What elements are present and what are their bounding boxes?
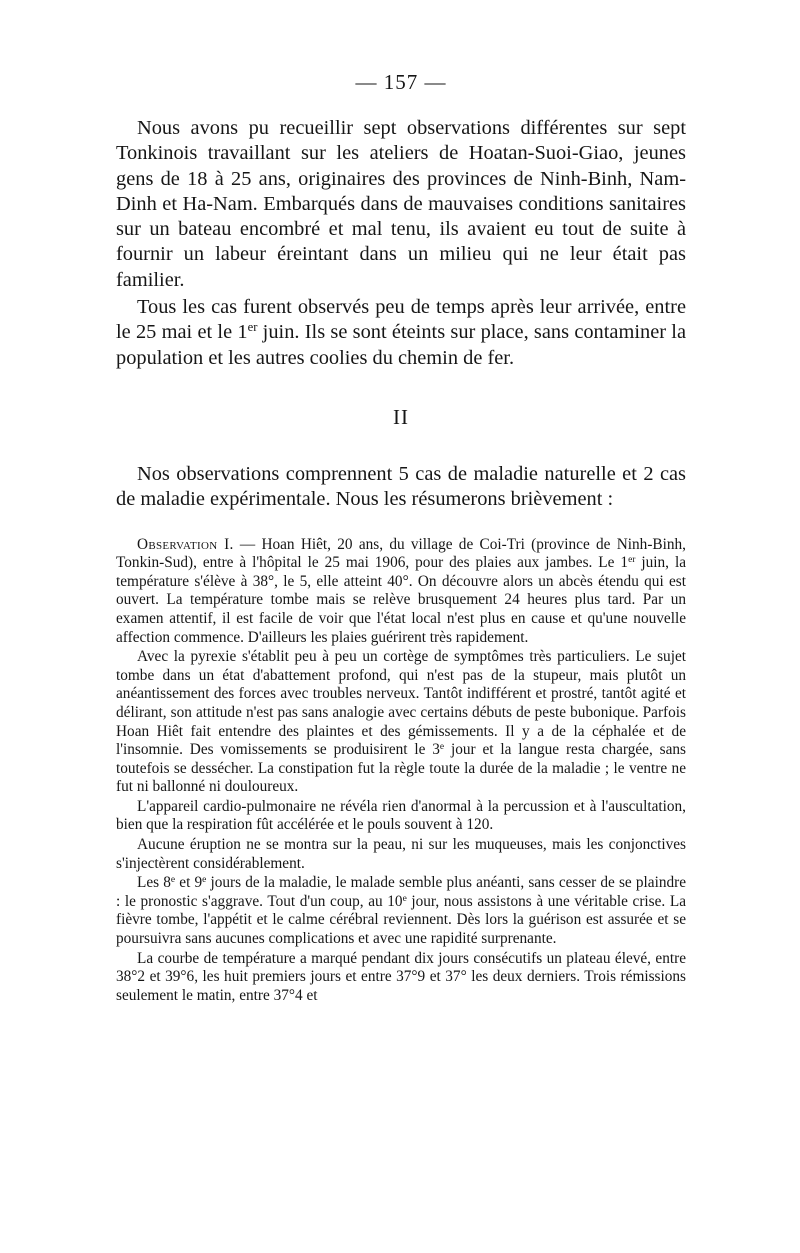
page-number: — 157 — <box>355 70 447 94</box>
observation-paragraph-2 <box>116 648 686 797</box>
observation-p1-text-b: juin, la température s'élève à 38°, le 5, elle atteint 40°. On découvre alors un abcès étendu qui est ouvert. La température tombe mais se relève brusquement 24 heures plus tard. Par un examen attentif, il est facile de voir que l'état local n'est plus en cause et qu'une nouvelle affection commence. D'ailleurs les plaies guérirent très rapidement. <box>116 554 687 646</box>
document-page <box>116 70 686 1005</box>
section-intro-paragraph: Nos observations comprennent 5 cas de maladie naturelle et 2 cas de maladie expérimentale. Nous les résumerons brièvement : <box>116 462 686 511</box>
observation-p5-superscript-1: e <box>170 875 176 886</box>
observation-paragraph-1 <box>116 536 686 648</box>
arrival-paragraph <box>116 295 686 371</box>
observation-p2-text-b: jour et la langue resta chargée, sans toutefois se dessécher. La constipation fut la règle toute la durée de la maladie ; le ventre ne fut ni ballonné ni douloureux. <box>116 741 686 796</box>
observation-label: Observation I. <box>137 535 234 553</box>
intro-paragraph: Nous avons pu recueillir sept observations différentes sur sept Tonkinois travaillant sur les ateliers de Hoatan-Suoi-Giao, jeunes gens de 18 à 25 ans, originaires des provinces de Ninh-Binh, Nam-Dinh et Ha-Nam. Embarqués dans de mauvaises conditions sanitaires sur un bateau encombré et mal tenu, ils avaient eu tout de suite à fournir un labeur éreintant dans un milieu qui ne leur était pas familier. <box>116 117 686 291</box>
arrival-text-before: Tous les cas furent observés peu de temps après leur arrivée, entre le 25 mai et le 1 <box>116 296 686 344</box>
observation-p1-superscript: er <box>628 554 636 565</box>
observation-block <box>116 536 686 1006</box>
observation-p5-text-b: et 9 <box>175 874 203 892</box>
observation-p5-superscript-2: e <box>202 875 207 886</box>
observation-p2-text-a: Avec la pyrexie s'établit peu à peu un cortège de symptômes très particuliers. Le sujet tombe dans un état d'abattement profond, qui n'est pas de la stupeur, mais plutôt un anéantissement des forces avec troubles nerveux. Tantôt indifférent et prostré, tantôt agité et délirant, son attitude n'est pas sans analogie avec certains débuts de peste bubonique. Parfois Hoan Hiêt fait entendre des plaintes et des gémissements. Il y a de la céphalée et de l'insomnie. Des vomissements se produisirent le 3 <box>116 648 686 759</box>
observation-p5-text-a: Les 8 <box>137 874 171 892</box>
observation-paragraph-5 <box>116 874 686 948</box>
section-heading: II <box>393 404 409 429</box>
observation-p5-text-c: jours de la maladie, le malade semble plus anéanti, sans cesser de se plaindre : le pronostic s'aggrave. Tout d'un coup, au 10 <box>116 874 687 910</box>
observation-p5-text-d: jour, nous assistons à une véritable crise. La fièvre tombe, l'appétit et le calme cérébral reviennent. Dès lors la guérison est assurée et se poursuivra sans aucunes complications et avec une rapidité surprenante. <box>116 892 686 948</box>
arrival-superscript: er <box>247 320 258 335</box>
observation-p1-text-a: — Hoan Hiêt, 20 ans, du village de Coi-Tri (province de Ninh-Binh, Tonkin-Sud), entre à l'hôpital le 25 mai 1906, pour des plaies aux jambes. Le 1 <box>116 535 686 572</box>
observation-p2-superscript: e <box>439 741 445 752</box>
observation-paragraph-6: La courbe de température a marqué pendant dix jours consécutifs un plateau élevé, entre 38°2 et 39°6, les huit premiers jours et entre 37°9 et 37° les deux derniers. Trois rémissions seulement le matin, entre 37°4 et <box>116 949 686 1004</box>
observation-p5-superscript-3: e <box>402 893 407 904</box>
arrival-text-after: juin. Ils se sont éteints sur place, sans contaminer la population et les autres coolies du chemin de fer. <box>116 321 687 369</box>
observation-paragraph-3: L'appareil cardio-pulmonaire ne révéla rien d'anormal à la percussion et à l'auscultation, bien que la respiration fût accélérée et le pouls souvent à 120. <box>116 797 686 834</box>
observation-paragraph-4: Aucune éruption ne se montra sur la peau, ni sur les muqueuses, mais les conjonctives s'injectèrent considérablement. <box>116 836 686 872</box>
